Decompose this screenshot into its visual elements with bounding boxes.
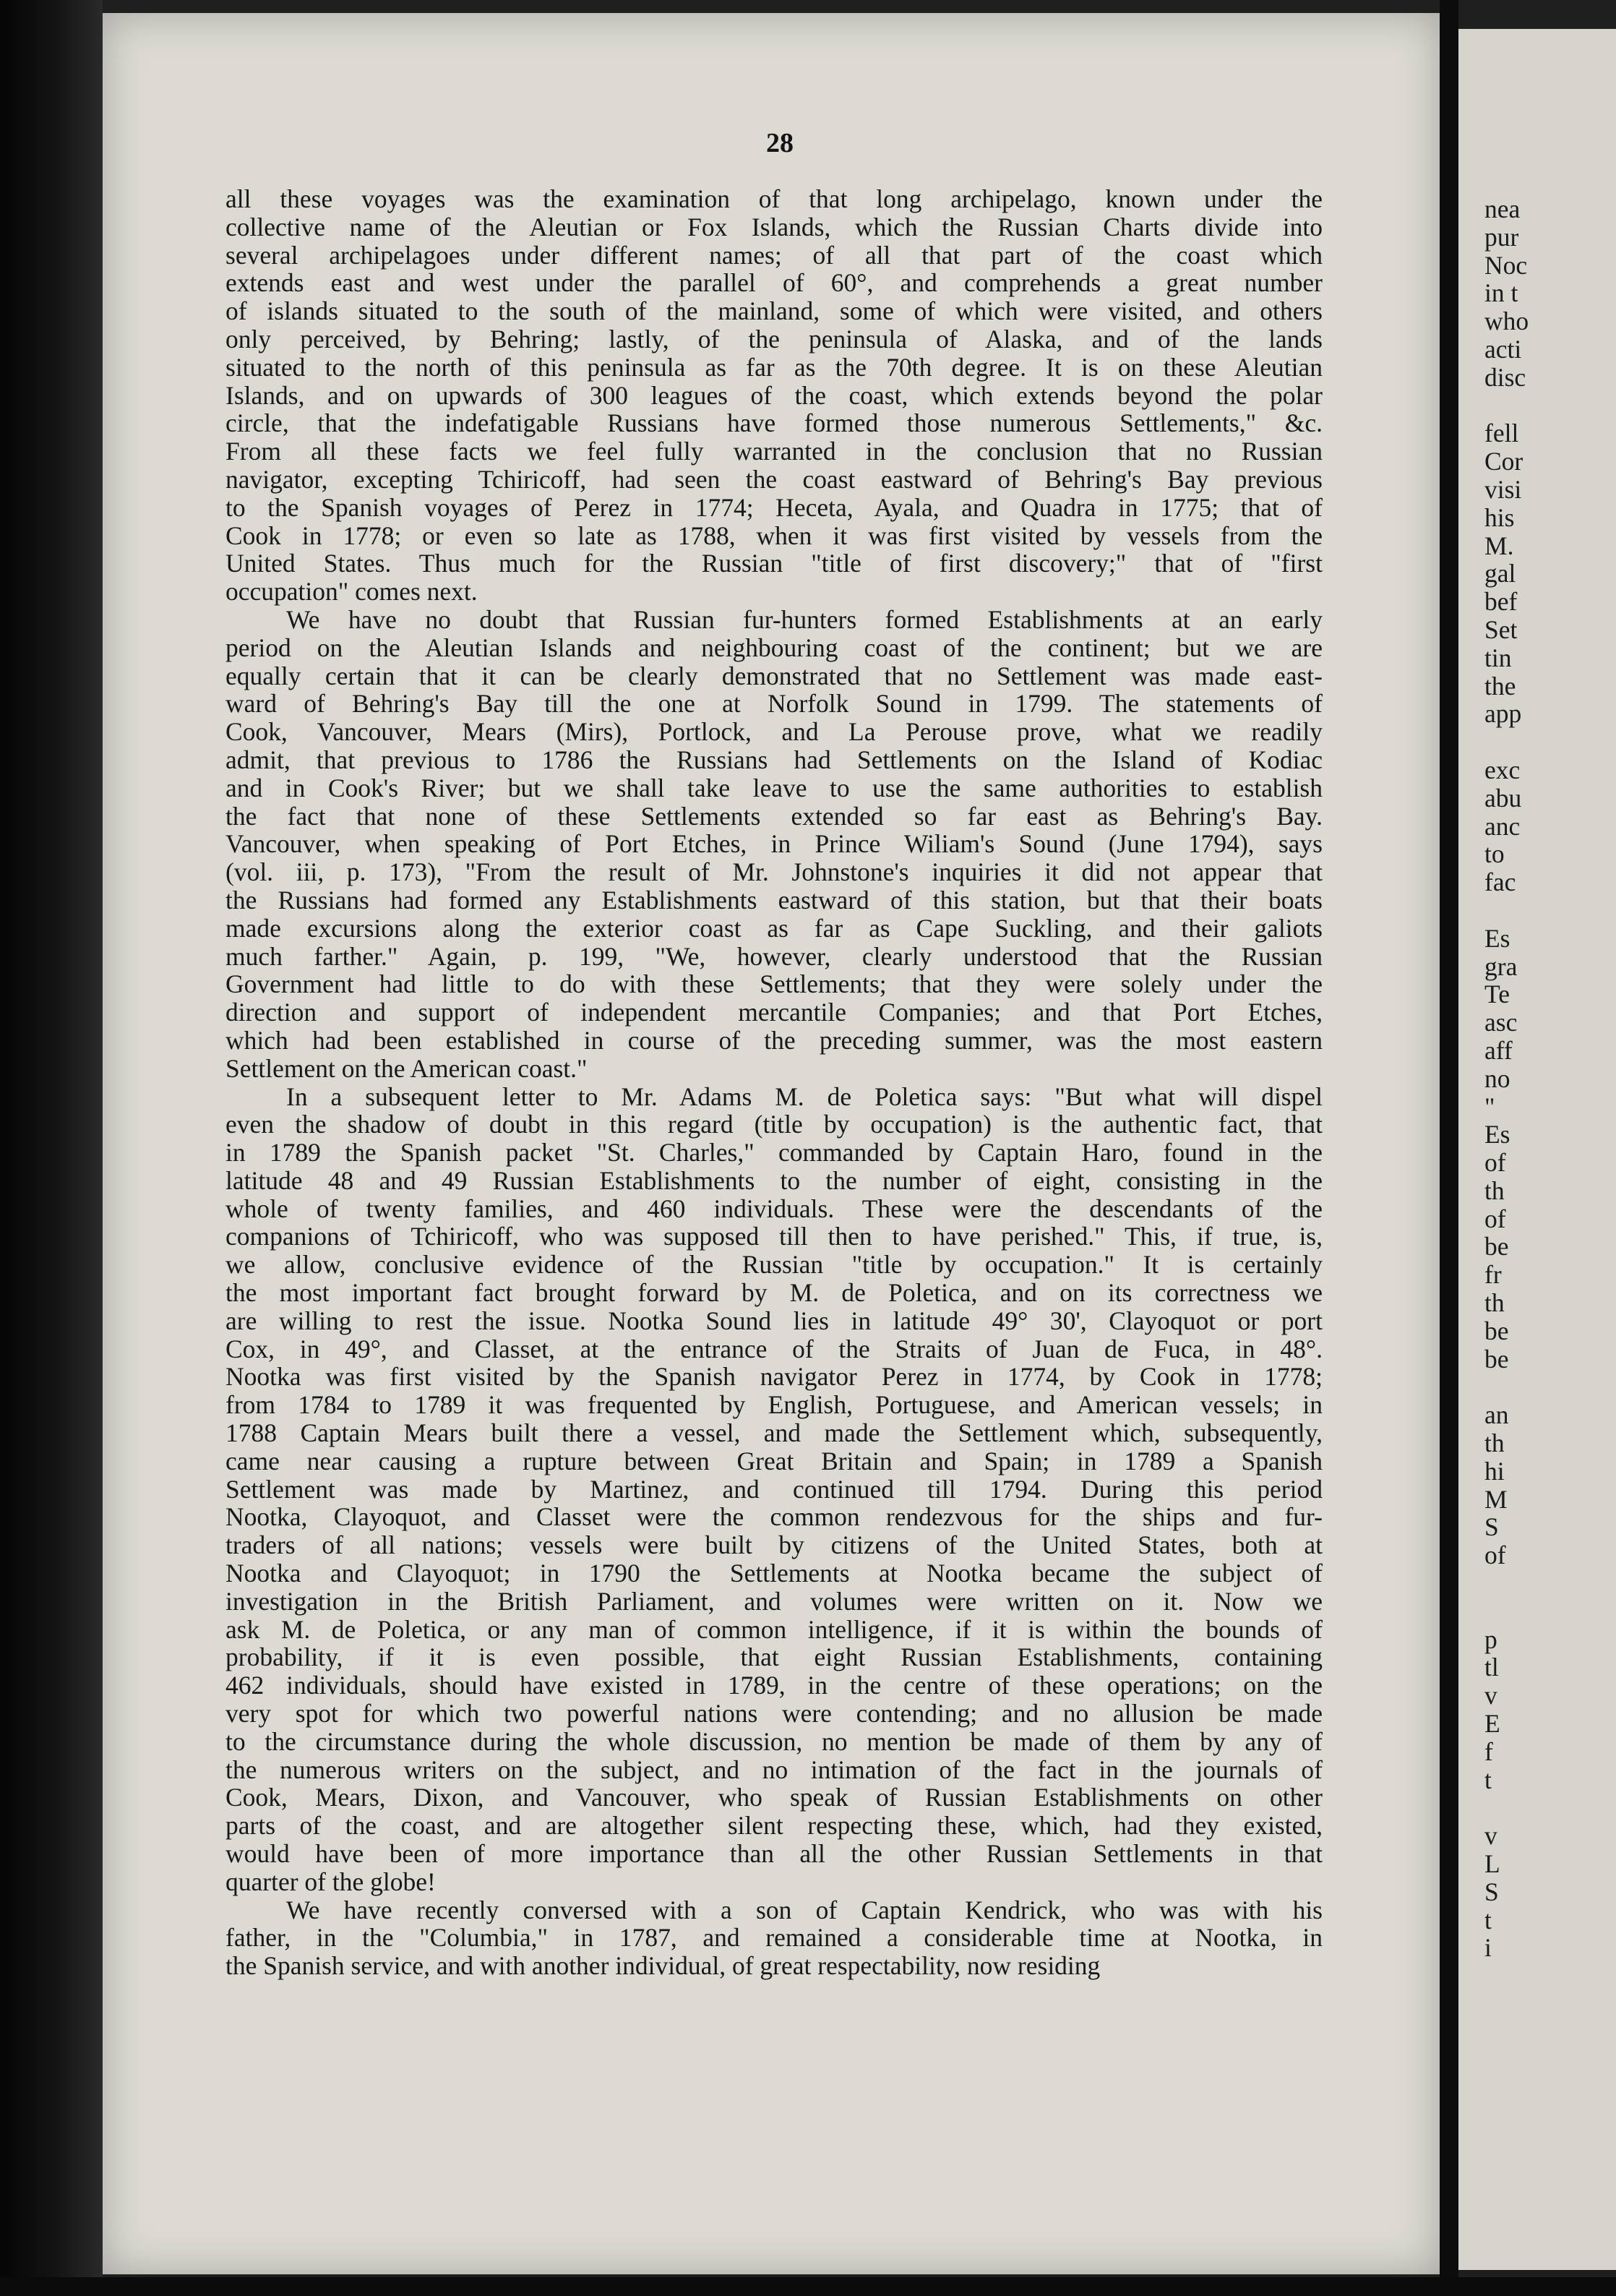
body-text (225, 185, 1323, 1980)
text-line: From all these facts we feel fully warranted in the conclusion that no Russian (225, 437, 1323, 466)
facing-page-fragment: S (1484, 1512, 1499, 1542)
facing-page-fragment: M. (1484, 531, 1514, 560)
facing-page-fragment: of (1484, 1148, 1506, 1178)
facing-page-fragment: an (1484, 1400, 1509, 1430)
facing-page-fragment: who (1484, 307, 1529, 336)
text-line: even the shadow of doubt in this regard (title by occupation) is the authentic fact, that (225, 1110, 1323, 1139)
facing-page-fragment: be (1484, 1316, 1509, 1345)
facing-page-fragment: t (1484, 1905, 1492, 1935)
text-line: and in Cook's River; but we shall take leave to use the same authorities to establish (225, 773, 1323, 802)
facing-page-fragment: M (1484, 1484, 1508, 1514)
facing-page-fragment: gra (1484, 951, 1518, 981)
facing-page-fragment: of (1484, 1541, 1506, 1570)
facing-page-fragment (1484, 1373, 1615, 1401)
facing-page-fragment: Set (1484, 614, 1518, 644)
text-line: Nootka was first visited by the Spanish navigator Perez in 1774, by Cook in 1778; (225, 1362, 1323, 1392)
text-line: We have recently conversed with a son of Captain Kendrick, who was with his (286, 1895, 1323, 1924)
facing-page-fragment: th (1484, 1288, 1505, 1318)
facing-page-fragment: aff (1484, 1035, 1513, 1065)
text-line: made excursions along the exterior coast as far as Cape Suckling, and their galiots (225, 913, 1323, 943)
text-line: 462 individuals, should have existed in 1789, in the centre of these operations; on the (225, 1671, 1323, 1700)
facing-page-fragment: no (1484, 1063, 1510, 1093)
facing-page-fragment: app (1484, 699, 1522, 729)
facing-page-fragment (1484, 896, 1615, 925)
facing-page-fragment: fr (1484, 1260, 1502, 1290)
facing-page-fragment (1484, 1794, 1615, 1822)
text-line: investigation in the British Parliament, and volumes were written on it. Now we (225, 1586, 1323, 1616)
facing-page-fragment: to (1484, 839, 1505, 869)
paragraph (225, 606, 1323, 1083)
facing-page-fragment: Es (1484, 923, 1510, 953)
page-number: 28 (766, 128, 794, 158)
text-line: direction and support of independent mercantile Companies; and that Port Etches, (225, 998, 1323, 1027)
facing-page-fragment: visi (1484, 474, 1522, 504)
facing-page-fragment: E (1484, 1709, 1500, 1739)
facing-page-fragment: th (1484, 1428, 1505, 1458)
facing-page-fragment: the (1484, 671, 1516, 701)
facing-page-fragment: fac (1484, 868, 1516, 897)
facing-page-fragment: L (1484, 1849, 1500, 1879)
text-line: of islands situated to the south of the mainland, some of which were visited, and others (225, 296, 1323, 326)
facing-page-fragment: anc (1484, 811, 1521, 841)
facing-page-fragment: v (1484, 1821, 1497, 1851)
facing-page-fragment (1484, 728, 1615, 756)
text-line: latitude 48 and 49 Russian Establishments to the number of eight, consisting in the (225, 1165, 1323, 1195)
text-line: would have been of more importance than all the other Russian Settlements in that (225, 1839, 1323, 1869)
facing-page-fragment: i (1484, 1933, 1492, 1963)
text-line: which had been established in course of the preceding summer, was the most eastern (225, 1025, 1323, 1055)
text-line: quarter of the globe! (225, 1867, 436, 1896)
text-line: the most important fact brought forward by M. de Poletica, and on its correctness we (225, 1278, 1323, 1308)
facing-page-fragment: in t (1484, 278, 1518, 308)
text-line: collective name of the Aleutian or Fox Islands, which the Russian Charts divide into (225, 212, 1323, 241)
facing-page-fragment: pur (1484, 222, 1519, 252)
text-line: Cox, in 49°, and Classet, at the entrance of the Straits of Juan de Fuca, in 48°. (225, 1334, 1323, 1363)
text-line: (vol. iii, p. 173), "From the result of Mr. Johnstone's inquiries it did not appear that (225, 857, 1323, 887)
facing-page-fragment: asc (1484, 1008, 1518, 1037)
text-line: to the circumstance during the whole discussion, no mention be made of them by any of (225, 1726, 1323, 1756)
facing-page-fragment (1484, 1598, 1615, 1626)
facing-page-fragment: tl (1484, 1653, 1499, 1682)
text-line: to the Spanish voyages of Perez in 1774; Heceta, Ayala, and Quadra in 1775; that of (225, 492, 1323, 522)
text-line: the numerous writers on the subject, and no intimation of the fact in the journals of (225, 1755, 1323, 1784)
text-line: Nootka and Clayoquot; in 1790 the Settlements at Nootka became the subject of (225, 1559, 1323, 1588)
text-line: companions of Tchiricoff, who was supposed till then to have perished." This, if true, is, (225, 1222, 1323, 1251)
text-line: occupation" comes next. (225, 577, 478, 607)
facing-page-fragment: exc (1484, 755, 1521, 784)
facing-page-fragment: hi (1484, 1456, 1505, 1486)
text-line: the Russians had formed any Establishments eastward of this station, but that their boats (225, 885, 1323, 914)
text-line: very spot for which two powerful nations were contending; and no allusion be made (225, 1699, 1323, 1729)
text-line: Vancouver, when speaking of Port Etches, in Prince Wiliam's Sound (June 1794), says (225, 829, 1323, 859)
text-line: 1788 Captain Mears built there a vessel, and made the Settlement which, subsequently, (225, 1418, 1323, 1448)
text-line: whole of twenty families, and 460 individuals. These were the descendants of the (225, 1194, 1323, 1223)
text-line: several archipelagoes under different names; of all that part of the coast which (225, 240, 1323, 270)
paragraph (225, 185, 1323, 606)
facing-page-fragment: acti (1484, 334, 1522, 364)
facing-page-fragment: S (1484, 1877, 1499, 1906)
book-gutter (1440, 0, 1458, 2296)
facing-page-fragment: be (1484, 1344, 1509, 1374)
text-line: Settlement was made by Martinez, and continued till 1794. During this period (225, 1474, 1323, 1504)
facing-page-fragment: abu (1484, 783, 1522, 813)
text-line: Nootka, Clayoquot, and Classet were the common rendezvous for the ships and fur- (225, 1502, 1323, 1532)
text-line: probability, if it is even possible, that eight Russian Establishments, containing (225, 1642, 1323, 1672)
facing-page-fragment: Te (1484, 980, 1510, 1009)
text-line: father, in the "Columbia," in 1787, and remained a considerable time at Nootka, in (225, 1923, 1323, 1953)
facing-page-fragment: Es (1484, 1120, 1510, 1149)
text-line: equally certain that it can be clearly demonstrated that no Settlement was made east- (225, 661, 1323, 690)
facing-page-fragment: th (1484, 1175, 1505, 1205)
text-line: extends east and west under the parallel of 60°, and comprehends a great number (225, 268, 1323, 298)
facing-page-fragment: Noc (1484, 250, 1528, 280)
facing-page-fragment: disc (1484, 362, 1526, 392)
text-line: In a subsequent letter to Mr. Adams M. de Poletica says: "But what will dispel (286, 1081, 1323, 1111)
text-line: navigator, excepting Tchiricoff, had seen the coast eastward of Behring's Bay previous (225, 464, 1323, 494)
facing-page-fragment (1484, 1569, 1615, 1598)
text-line: in 1789 the Spanish packet "St. Charles," commanded by Captain Haro, found in the (225, 1138, 1323, 1168)
text-line: came near causing a rupture between Great Britain and Spain; in 1789 a Spanish (225, 1446, 1323, 1475)
facing-page-fragment: nea (1484, 194, 1521, 223)
text-line: Cook, Mears, Dixon, and Vancouver, who speak of Russian Establishments on other (225, 1783, 1323, 1812)
text-line: Cook, Vancouver, Mears (Mirs), Portlock, and La Perouse prove, what we readily (225, 717, 1323, 747)
text-line: Islands, and on upwards of 300 leagues of the coast, which extends beyond the polar (225, 380, 1323, 410)
text-line: the Spanish service, and with another individual, of great respectability, now residing (225, 1951, 1101, 1981)
text-line: situated to the north of this peninsula as far as the 70th degree. It is on these Aleutian (225, 352, 1323, 382)
facing-page-fragment: t (1484, 1765, 1492, 1794)
facing-page-fragment: v (1484, 1681, 1497, 1710)
text-line: circle, that the indefatigable Russians have formed those numerous Settlements," &c. (225, 408, 1323, 438)
text-line: Government had little to do with these Settlements; that they were solely under the (225, 969, 1323, 999)
facing-page-fragment: bef (1484, 587, 1518, 617)
facing-page-fragment: be (1484, 1232, 1509, 1261)
facing-page-text (1484, 195, 1615, 1962)
paragraph (225, 1896, 1323, 1980)
facing-page-fragment: Cor (1484, 447, 1523, 476)
text-line: period on the Aleutian Islands and neighbouring coast of the continent; but we are (225, 633, 1323, 662)
text-line: We have no doubt that Russian fur-hunters formed Establishments at an early (286, 604, 1323, 634)
text-line: admit, that previous to 1786 the Russians had Settlements on the Island of Kodiac (225, 745, 1323, 774)
paragraph (225, 1083, 1323, 1896)
facing-page-fragment: f (1484, 1736, 1493, 1766)
text-line: the fact that none of these Settlements extended so far east as Behring's Bay. (225, 801, 1323, 831)
text-line: we allow, conclusive evidence of the Russian "title by occupation." It is certainly (225, 1250, 1323, 1280)
facing-page-fragment: fell (1484, 419, 1519, 448)
text-line: traders of all nations; vessels were built by citizens of the United States, both at (225, 1530, 1323, 1560)
text-line: parts of the coast, and are altogether silent respecting these, which, had they existed, (225, 1811, 1323, 1841)
text-line: ward of Behring's Bay till the one at Norfolk Sound in 1799. The statements of (225, 689, 1323, 719)
text-line: Settlement on the American coast." (225, 1053, 588, 1083)
facing-page-fragment: tin (1484, 643, 1512, 672)
text-line: only perceived, by Behring; lastly, of the peninsula of Alaska, and of the lands (225, 324, 1323, 354)
text-line: all these voyages was the examination of that long archipelago, known under the (225, 184, 1323, 213)
text-line: ask M. de Poletica, or any man of common intelligence, if it is within the bounds of (225, 1614, 1323, 1644)
scan-bottom-edge (0, 2277, 1616, 2296)
text-line: United States. Thus much for the Russian "title of first discovery;" that of "first (225, 549, 1323, 578)
facing-page-fragment: gal (1484, 559, 1516, 588)
text-line: Cook in 1778; or even so late as 1788, when it was first visited by vessels from the (225, 521, 1323, 550)
facing-page-fragment: p (1484, 1624, 1497, 1654)
scan-left-edge (0, 0, 103, 2296)
facing-page-fragment (1484, 392, 1615, 420)
text-line: much farther." Again, p. 199, "We, however, clearly understood that the Russian (225, 941, 1323, 971)
text-line: are willing to rest the issue. Nootka Sound lies in latitude 49° 30', Clayoquot or port (225, 1306, 1323, 1335)
facing-page-fragment: " (1484, 1092, 1495, 1121)
facing-page-fragment: his (1484, 502, 1515, 532)
text-line: from 1784 to 1789 it was frequented by English, Portuguese, and American vessels; in (225, 1390, 1323, 1420)
facing-page-fragment: of (1484, 1204, 1506, 1233)
